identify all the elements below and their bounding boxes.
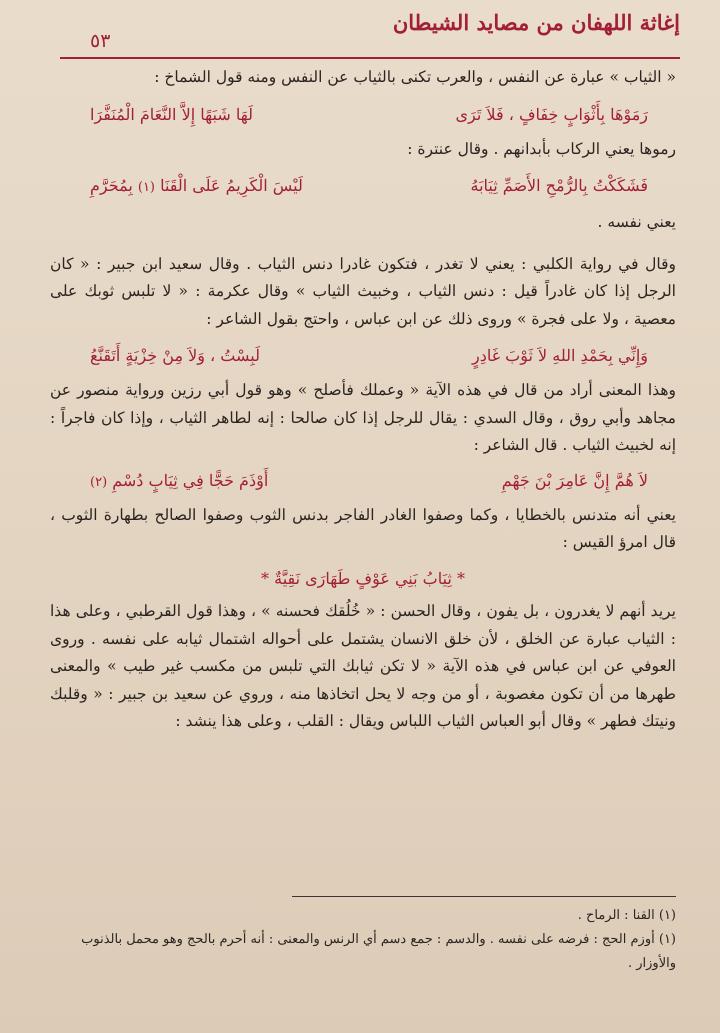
page-number: ٥٣: [90, 30, 111, 52]
poetry-verse: [50, 163, 676, 209]
verse-second-hemistich: [90, 171, 303, 203]
verse-first-hemistich: لاَ هُمَّ إِنَّ عَامِرَ بْنَ جَهْمِ: [501, 470, 648, 490]
verse-second-hemistich-end: بِمُحَرَّمِ: [90, 176, 133, 195]
verse-second-hemistich: لَهَا شَبَهًا إِلاَّ النَّعَامَ الْمُنَفَّرَا: [90, 104, 253, 124]
verse-second-hemistich: [90, 466, 268, 498]
verse-second-hemistich-text: أَوْذَمَ حَجًّا فِي ثِيَابٍ دُسْمِ: [112, 470, 269, 490]
header-rule: [60, 57, 680, 59]
verse-second-hemistich: لَبِسْتُ ، وَلاَ مِنْ خِزْيَةٍ أَتَقَنَّعُ: [90, 346, 260, 365]
footnote: (١) أوزم الحج : فرضه على نفسه . والدسم : جمع دسم أي الرنس والمعنى : أنه أحرم بالحج وهو محمل بالذنوب والأوزار .: [81, 932, 676, 971]
verse-first-hemistich: فَشَكَكْتُ بِالرُّمْحِ الأَصَمِّ ثِيَابَهُ: [470, 176, 648, 195]
paragraph: يعني نفسه .: [597, 213, 676, 231]
poetry-verse: [50, 333, 676, 377]
paragraph: وقال في رواية الكلبي : يعني لا تغدر ، فتكون غادرا دنس الثياب . وقال سعيد ابن جبير : « كان الرجل إذا كان غادراً قيل : دنس الثياب ، وخبيث الثياب » وقال عكرمة : « لا تلبس ثوبك على معصية ، ولا على فجرة » وروى ذلك عن ابن عباس ، واحتج بقول الشاعر :: [50, 254, 676, 328]
running-title: إغاثة اللهفان من مصايد الشيطان: [392, 10, 680, 35]
footnotes: [50, 904, 676, 976]
poetry-verse: [50, 460, 676, 502]
verse-first-hemistich: وَإِنِّي بِحَمْدِ اللهِ لاَ ثَوْبَ غَادِرٍ: [471, 346, 648, 365]
paragraph: رموها يعني الركاب بأبدانهم . وقال عنترة :: [407, 139, 676, 158]
page-header: [60, 8, 680, 58]
footnote-marker[interactable]: (٢): [90, 474, 108, 490]
quoted-hemistich: * ثِيَابُ بَنِي عَوْفٍ طَهَارَى نَقِيَّةٌ *: [261, 568, 465, 588]
paragraph: يريد أنهم لا يغدرون ، بل يفون ، وقال الحسن : « خُلُقك فحسنه » ، وهذا قول القرطبي ، وعلى هذا : الثياب عبارة عن الخلق ، لأن خلق الانسان يشتمل على أحواله اشتمال ثيابه على نفسه . وروى العوفي عن ابن عباس في هذه الآية « لا تكن ثيابك التي تلبس من مكسب غير طيب » والمعنى طهرها من أن تكون مغصوبة ، أو من وجه لا يحل اتخاذها منه ، وروي عن سعيد بن جبير : « وقلبك ونيتك فطهر » وقال أبو العباس الثياب اللباس ويقال : القلب ، وعلى هذا ينشد :: [50, 602, 676, 730]
paragraph: يعني أنه متدنس بالخطايا ، وكما وصفوا الغادر الفاجر بدنس الثوب وصفوا الصالح بطهارة الثوب ، قال امرؤ القيس :: [50, 505, 676, 551]
verse-second-hemistich-text: لَيْسَ الْكَرِيمُ عَلَى الْقَنَا: [160, 176, 303, 195]
verse-first-hemistich: رَمَوْهَا بِأَثْوَابٍ خِفَافٍ ، فَلاَ تَرَى: [455, 104, 648, 124]
paragraph: وهذا المعنى أراد من قال في هذه الآية « وعملك فأصلح » وهو قول أبي رزين ورواية منصور عن مجاهد وأبي روق ، وقال السدي : يقال للرجل إذا كان صالحا : إنه لطاهر الثياب ، وإذا كان فاجراً : إنه لخبيث الثياب . قال الشاعر :: [50, 381, 676, 454]
poetry-verse: [50, 92, 676, 136]
main-text: [50, 64, 676, 736]
paragraph: « الثياب » عبارة عن النفس ، والعرب تكنى بالثياب عن النفس ومنه قول الشماخ :: [154, 68, 676, 86]
footnote-separator: [292, 896, 676, 897]
footnote: (١) القنا : الرماح .: [577, 908, 676, 923]
footnote-marker[interactable]: (١): [137, 180, 155, 195]
